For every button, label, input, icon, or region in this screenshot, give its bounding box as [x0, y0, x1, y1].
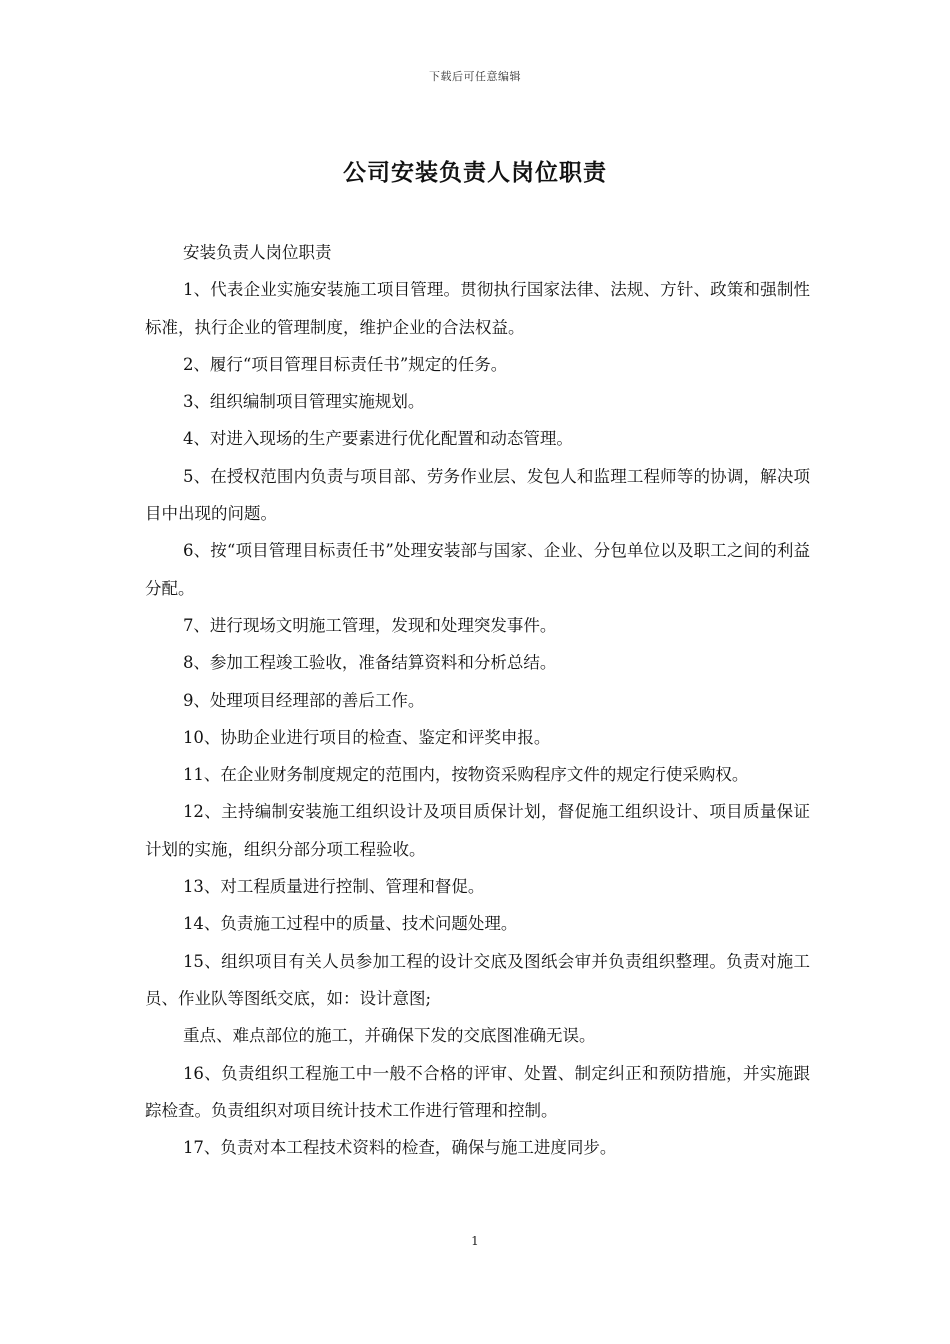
paragraph-subtitle: 安装负责人岗位职责	[182, 243, 332, 262]
paragraph-item-17: 17、负责对本工程技术资料的检查，确保与施工进度同步。	[182, 1138, 617, 1158]
paragraph-item-11: 11、在企业财务制度规定的范围内，按物资采购程序文件的规定行使采购权。	[182, 765, 749, 785]
document-title: 公司安装负责人岗位职责	[343, 159, 607, 186]
paragraph-item-2: 2、履行“项目管理目标责任书”规定的任务。	[182, 354, 508, 374]
paragraph-item-13: 13、对工程质量进行控制、管理和督促。	[182, 877, 485, 897]
page-number: 1	[471, 1234, 479, 1248]
paragraph-item-1: 1、代表企业实施安装施工项目管理。贯彻执行国家法律、法规、方针、政策和强制性标准，执行企业的管理制度，维护企业的合法权益。	[145, 280, 810, 337]
paragraph-item-9: 9、处理项目经理部的善后工作。	[182, 690, 425, 710]
paragraph-item-15: 15、组织项目有关人员参加工程的设计交底及图纸会审并负责组织整理。负责对施工员、作业队等图纸交底，如：设计意图;	[145, 951, 810, 1008]
paragraph-item-7: 7、进行现场文明施工管理，发现和处理突发事件。	[182, 615, 557, 635]
paragraph-item-14: 14、负责施工过程中的质量、技术问题处理。	[182, 914, 518, 934]
paragraph-item-10: 10、协助企业进行项目的检查、鉴定和评奖申报。	[182, 727, 551, 747]
paragraph-item-3: 3、组织编制项目管理实施规划。	[182, 392, 425, 412]
paragraph-item-4: 4、对进入现场的生产要素进行优化配置和动态管理。	[182, 429, 573, 449]
paragraph-item-5: 5、在授权范围内负责与项目部、劳务作业层、发包人和监理工程师等的协调，解决项目中出现的问题。	[145, 466, 810, 524]
paragraph-item-8: 8、参加工程竣工验收，准备结算资料和分析总结。	[182, 653, 557, 673]
header-note: 下载后可任意编辑	[429, 70, 521, 83]
document-body	[145, 234, 810, 1166]
paragraph-item-16: 16、负责组织工程施工中一般不合格的评审、处置、制定纠正和预防措施，并实施跟踪检查。负责组织对项目统计技术工作进行管理和控制。	[145, 1063, 810, 1120]
paragraph-item-6: 6、按“项目管理目标责任书”处理安装部与国家、企业、分包单位以及职工之间的利益分配。	[145, 541, 810, 598]
paragraph-item-15-continued: 重点、难点部位的施工，并确保下发的交底图准确无误。	[182, 1026, 596, 1046]
paragraph-item-12: 12、主持编制安装施工组织设计及项目质保计划，督促施工组织设计、项目质量保证计划的实施，组织分部分项工程验收。	[145, 802, 810, 859]
